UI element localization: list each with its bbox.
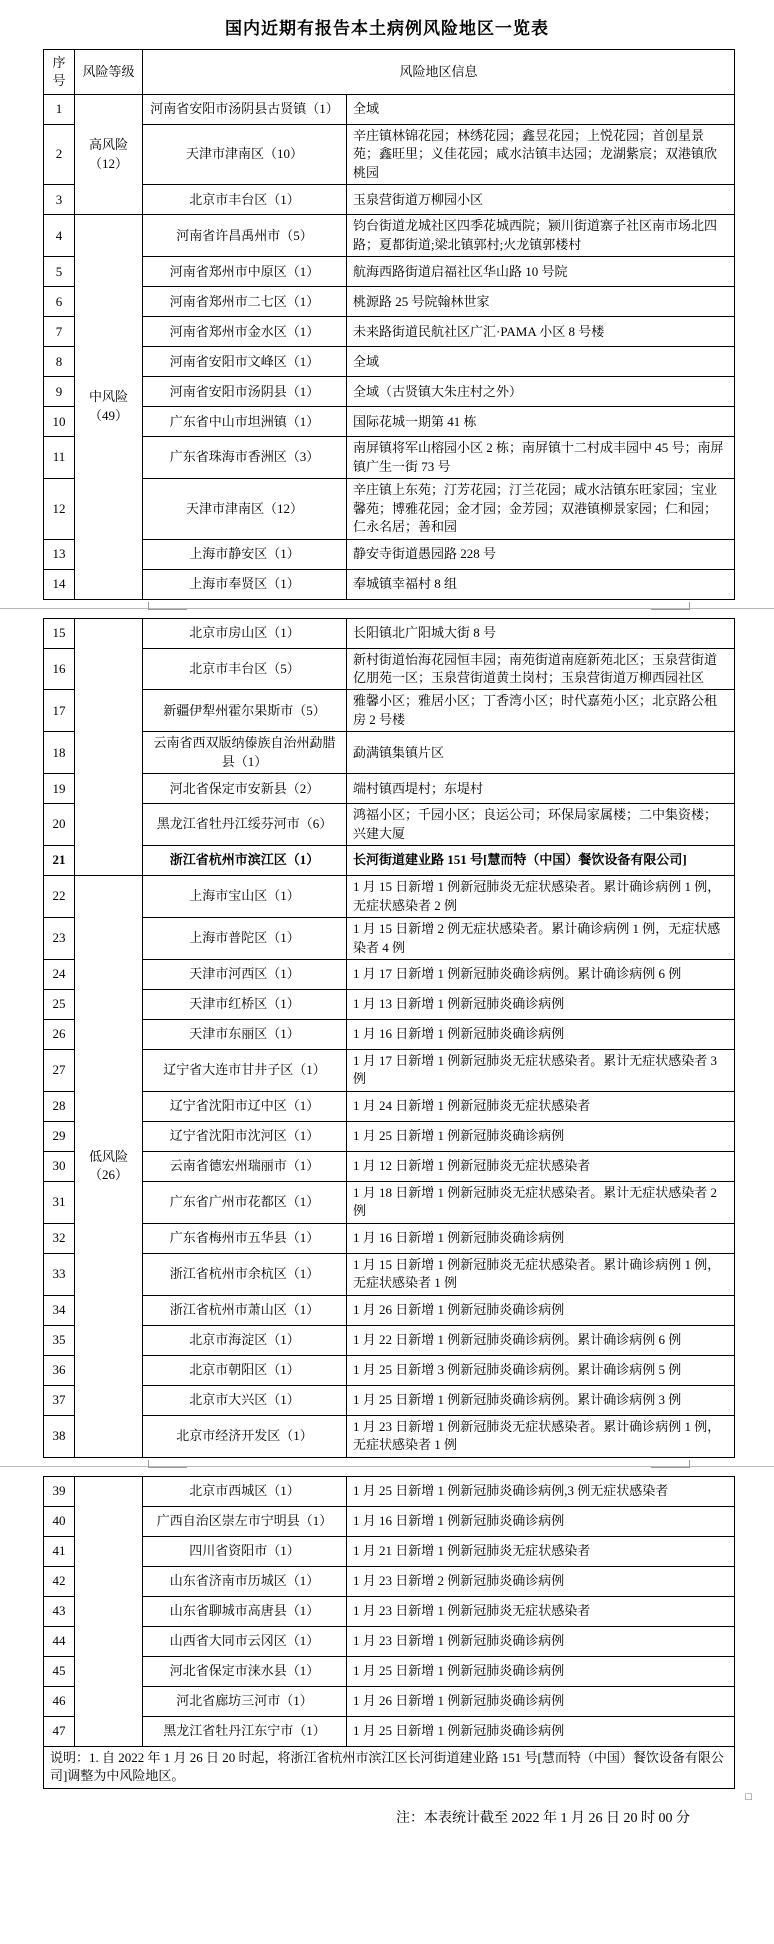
risk-area-location: 黑龙江省牡丹江东宁市（1） bbox=[143, 1716, 347, 1746]
risk-area-location: 天津市河西区（1） bbox=[143, 959, 347, 989]
risk-area-location: 河北省廊坊三河市（1） bbox=[143, 1686, 347, 1716]
risk-area-location: 云南省德宏州瑞丽市（1） bbox=[143, 1151, 347, 1181]
risk-area-detail: 长河街道建业路 151 号[慧而特（中国）餐饮设备有限公司] bbox=[347, 846, 735, 876]
risk-area-detail: 1 月 25 日新增 1 例新冠肺炎确诊病例,3 例无症状感染者 bbox=[347, 1476, 735, 1506]
risk-area-location: 广东省中山市坦洲镇（1） bbox=[143, 407, 347, 437]
row-number: 44 bbox=[44, 1626, 75, 1656]
row-number: 12 bbox=[44, 479, 75, 539]
risk-area-location: 山东省济南市历城区（1） bbox=[143, 1566, 347, 1596]
risk-area-location: 山东省聊城市高唐县（1） bbox=[143, 1596, 347, 1626]
row-number: 22 bbox=[44, 876, 75, 918]
page-break-tick-left bbox=[148, 602, 187, 610]
page-title: 国内近期有报告本土病例风险地区一览表 bbox=[225, 19, 549, 38]
page-break-tick-left bbox=[148, 1460, 187, 1468]
table-row bbox=[44, 185, 735, 215]
table-header-row bbox=[44, 50, 735, 95]
row-number: 41 bbox=[44, 1536, 75, 1566]
anchor-mark: □ bbox=[745, 1790, 752, 1803]
table-row bbox=[44, 317, 735, 347]
bottom-area bbox=[0, 1790, 774, 1827]
row-number: 43 bbox=[44, 1596, 75, 1626]
risk-area-location: 上海市奉贤区（1） bbox=[143, 569, 347, 599]
risk-area-location: 河南省郑州市中原区（1） bbox=[143, 257, 347, 287]
row-number: 31 bbox=[44, 1181, 75, 1223]
row-number: 38 bbox=[44, 1415, 75, 1457]
risk-area-detail: 端村镇西堤村；东堤村 bbox=[347, 774, 735, 804]
table-row bbox=[44, 1566, 735, 1596]
row-number: 37 bbox=[44, 1385, 75, 1415]
table-row bbox=[44, 539, 735, 569]
table-row bbox=[44, 1019, 735, 1049]
table-row bbox=[44, 1476, 735, 1506]
row-number: 39 bbox=[44, 1476, 75, 1506]
risk-area-detail: 1 月 26 日新增 1 例新冠肺炎确诊病例 bbox=[347, 1686, 735, 1716]
row-number: 11 bbox=[44, 437, 75, 479]
risk-area-detail: 1 月 25 日新增 1 例新冠肺炎确诊病例 bbox=[347, 1121, 735, 1151]
risk-area-location: 北京市西城区（1） bbox=[143, 1476, 347, 1506]
risk-area-location: 上海市宝山区（1） bbox=[143, 876, 347, 918]
table-row bbox=[44, 95, 735, 125]
row-number: 1 bbox=[44, 95, 75, 125]
header-risk-level: 风险等级 bbox=[75, 50, 143, 95]
risk-area-detail: 全域 bbox=[347, 347, 735, 377]
risk-area-detail: 1 月 23 日新增 1 例新冠肺炎确诊病例 bbox=[347, 1626, 735, 1656]
risk-area-location: 辽宁省大连市甘井子区（1） bbox=[143, 1049, 347, 1091]
risk-level-cell bbox=[75, 618, 143, 876]
row-number: 27 bbox=[44, 1049, 75, 1091]
table-row bbox=[44, 1049, 735, 1091]
risk-area-location: 上海市静安区（1） bbox=[143, 539, 347, 569]
table-row bbox=[44, 1253, 735, 1295]
table-row bbox=[44, 1181, 735, 1223]
table-row bbox=[44, 1385, 735, 1415]
risk-area-detail: 1 月 21 日新增 1 例新冠肺炎无症状感染者 bbox=[347, 1536, 735, 1566]
table-row bbox=[44, 1626, 735, 1656]
row-number: 40 bbox=[44, 1506, 75, 1536]
risk-area-detail: 全域 bbox=[347, 95, 735, 125]
risk-area-detail: 1 月 25 日新增 3 例新冠肺炎确诊病例。累计确诊病例 5 例 bbox=[347, 1355, 735, 1385]
row-number: 23 bbox=[44, 918, 75, 960]
table-row bbox=[44, 1656, 735, 1686]
risk-area-detail: 奉城镇幸福村 8 组 bbox=[347, 569, 735, 599]
row-number: 16 bbox=[44, 648, 75, 690]
row-number: 20 bbox=[44, 804, 75, 846]
page-break-tick-right bbox=[651, 1460, 690, 1468]
statistics-cutoff-note: 注：本表统计截至 2022 年 1 月 26 日 20 时 00 分 bbox=[396, 1810, 690, 1826]
risk-area-detail: 1 月 23 日新增 1 例新冠肺炎无症状感染者 bbox=[347, 1596, 735, 1626]
risk-area-location: 北京市房山区（1） bbox=[143, 618, 347, 648]
table-row bbox=[44, 215, 735, 257]
risk-area-detail: 新村街道怡海花园恒丰园；南苑街道南庭新苑北区；玉泉营街道亿朋苑一区；玉泉营街道黄土岗村；玉泉营街道万柳西园社区 bbox=[347, 648, 735, 690]
row-number: 46 bbox=[44, 1686, 75, 1716]
risk-area-detail: 1 月 16 日新增 1 例新冠肺炎确诊病例 bbox=[347, 1223, 735, 1253]
row-number: 6 bbox=[44, 287, 75, 317]
row-number: 35 bbox=[44, 1325, 75, 1355]
row-number: 18 bbox=[44, 732, 75, 774]
table-row bbox=[44, 1596, 735, 1626]
table-row bbox=[44, 1325, 735, 1355]
risk-area-location: 河南省安阳市汤阴县古贤镇（1） bbox=[143, 95, 347, 125]
row-number: 30 bbox=[44, 1151, 75, 1181]
row-number: 2 bbox=[44, 125, 75, 185]
risk-area-location: 河北省保定市涞水县（1） bbox=[143, 1656, 347, 1686]
risk-area-detail: 1 月 25 日新增 1 例新冠肺炎确诊病例 bbox=[347, 1716, 735, 1746]
row-number: 33 bbox=[44, 1253, 75, 1295]
table-row bbox=[44, 569, 735, 599]
header-seq: 序号 bbox=[44, 50, 75, 95]
risk-area-detail: 雅馨小区；雅居小区；丁香湾小区；时代嘉苑小区；北京路公租房 2 号楼 bbox=[347, 690, 735, 732]
risk-area-detail: 1 月 15 日新增 2 例无症状感染者。累计确诊病例 1 例，无症状感染者 4 例 bbox=[347, 918, 735, 960]
risk-area-location: 辽宁省沈阳市沈河区（1） bbox=[143, 1121, 347, 1151]
risk-area-detail: 钧台街道龙城社区四季花城西院；颍川街道寨子社区南市场北四路；夏都街道;梁北镇郭村;火龙镇郭楼村 bbox=[347, 215, 735, 257]
risk-area-location: 北京市朝阳区（1） bbox=[143, 1355, 347, 1385]
risk-area-location: 山西省大同市云冈区（1） bbox=[143, 1626, 347, 1656]
row-number: 28 bbox=[44, 1091, 75, 1121]
table-row bbox=[44, 1686, 735, 1716]
risk-area-detail: 辛庄镇林锦花园；林绣花园；鑫昱花园；上悦花园；首创星景苑；鑫旺里；义佳花园；咸水沽镇丰达园；龙湖紫宸；双港镇欣桃园 bbox=[347, 125, 735, 185]
risk-area-detail: 1 月 25 日新增 1 例新冠肺炎确诊病例 bbox=[347, 1656, 735, 1686]
risk-area-detail: 勐满镇集镇片区 bbox=[347, 732, 735, 774]
risk-area-location: 广东省广州市花都区（1） bbox=[143, 1181, 347, 1223]
page-break bbox=[0, 600, 774, 618]
table-footer-row bbox=[44, 1746, 735, 1788]
risk-level-cell: 低风险（26） bbox=[75, 876, 143, 1457]
row-number: 4 bbox=[44, 215, 75, 257]
row-number: 47 bbox=[44, 1716, 75, 1746]
risk-area-detail: 鸿福小区；千园小区；良运公司；环保局家属楼；二中集资楼；兴建大厦 bbox=[347, 804, 735, 846]
row-number: 26 bbox=[44, 1019, 75, 1049]
table-row bbox=[44, 918, 735, 960]
row-number: 29 bbox=[44, 1121, 75, 1151]
risk-area-detail: 长阳镇北广阳城大街 8 号 bbox=[347, 618, 735, 648]
risk-area-location: 北京市海淀区（1） bbox=[143, 1325, 347, 1355]
row-number: 17 bbox=[44, 690, 75, 732]
row-number: 36 bbox=[44, 1355, 75, 1385]
table-row bbox=[44, 648, 735, 690]
table-row bbox=[44, 804, 735, 846]
table-row bbox=[44, 1716, 735, 1746]
row-number: 14 bbox=[44, 569, 75, 599]
risk-area-location: 河南省安阳市汤阴县（1） bbox=[143, 377, 347, 407]
table-row bbox=[44, 959, 735, 989]
risk-area-detail: 辛庄镇上东苑；汀芳花园；汀兰花园；咸水沽镇东旺家园；宝业馨苑；博雅花园；金才园；金芳园；双港镇柳景家园；仁和园；仁永名居；善和园 bbox=[347, 479, 735, 539]
risk-area-detail: 1 月 13 日新增 1 例新冠肺炎确诊病例 bbox=[347, 989, 735, 1019]
document-body bbox=[0, 49, 774, 1789]
risk-area-detail: 静安寺街道愚园路 228 号 bbox=[347, 539, 735, 569]
row-number: 42 bbox=[44, 1566, 75, 1596]
risk-area-location: 北京市丰台区（5） bbox=[143, 648, 347, 690]
risk-area-detail: 航海西路街道启福社区华山路 10 号院 bbox=[347, 257, 735, 287]
table-row bbox=[44, 1506, 735, 1536]
risk-area-detail: 国际花城一期第 41 栋 bbox=[347, 407, 735, 437]
row-number: 32 bbox=[44, 1223, 75, 1253]
row-number: 21 bbox=[44, 846, 75, 876]
row-number: 24 bbox=[44, 959, 75, 989]
table-row bbox=[44, 287, 735, 317]
risk-area-location: 河南省郑州市金水区（1） bbox=[143, 317, 347, 347]
risk-level-cell: 高风险（12） bbox=[75, 95, 143, 215]
risk-area-location: 新疆伊犁州霍尔果斯市（5） bbox=[143, 690, 347, 732]
table-row bbox=[44, 1091, 735, 1121]
risk-area-location: 广东省梅州市五华县（1） bbox=[143, 1223, 347, 1253]
table-row bbox=[44, 257, 735, 287]
table-row bbox=[44, 377, 735, 407]
risk-area-location: 上海市普陀区（1） bbox=[143, 918, 347, 960]
risk-area-table bbox=[43, 49, 735, 600]
table-row bbox=[44, 690, 735, 732]
row-number: 10 bbox=[44, 407, 75, 437]
risk-area-detail: 1 月 15 日新增 1 例新冠肺炎无症状感染者。累计确诊病例 1 例，无症状感染者 1 例 bbox=[347, 1253, 735, 1295]
risk-area-location: 河南省安阳市文峰区（1） bbox=[143, 347, 347, 377]
risk-area-location: 浙江省杭州市萧山区（1） bbox=[143, 1295, 347, 1325]
table-row bbox=[44, 1295, 735, 1325]
table-row bbox=[44, 347, 735, 377]
table-row bbox=[44, 1121, 735, 1151]
risk-area-location: 天津市津南区（10） bbox=[143, 125, 347, 185]
row-number: 8 bbox=[44, 347, 75, 377]
explanation-note: 说明：1. 自 2022 年 1 月 26 日 20 时起，将浙江省杭州市滨江区长河街道建业路 151 号[慧而特（中国）餐饮设备有限公司]调整为中风险地区。 bbox=[44, 1746, 735, 1788]
risk-level-cell bbox=[75, 1476, 143, 1746]
risk-area-location: 四川省资阳市（1） bbox=[143, 1536, 347, 1566]
risk-area-detail: 1 月 12 日新增 1 例新冠肺炎无症状感染者 bbox=[347, 1151, 735, 1181]
risk-area-location: 浙江省杭州市滨江区（1） bbox=[143, 846, 347, 876]
risk-area-detail: 1 月 26 日新增 1 例新冠肺炎确诊病例 bbox=[347, 1295, 735, 1325]
page-break bbox=[0, 1458, 774, 1476]
risk-area-detail: 1 月 25 日新增 1 例新冠肺炎确诊病例。累计确诊病例 3 例 bbox=[347, 1385, 735, 1415]
risk-area-detail: 1 月 16 日新增 1 例新冠肺炎确诊病例 bbox=[347, 1506, 735, 1536]
risk-area-detail: 1 月 15 日新增 1 例新冠肺炎无症状感染者。累计确诊病例 1 例，无症状感染者 2 例 bbox=[347, 876, 735, 918]
page-break-tick-right bbox=[651, 602, 690, 610]
table-row bbox=[44, 618, 735, 648]
risk-area-location: 浙江省杭州市余杭区（1） bbox=[143, 1253, 347, 1295]
table-row bbox=[44, 732, 735, 774]
table-row bbox=[44, 1151, 735, 1181]
risk-area-table bbox=[43, 618, 735, 1458]
risk-area-detail: 玉泉营街道万柳园小区 bbox=[347, 185, 735, 215]
risk-area-detail: 1 月 17 日新增 1 例新冠肺炎无症状感染者。累计无症状感染者 3 例 bbox=[347, 1049, 735, 1091]
risk-level-cell: 中风险（49） bbox=[75, 215, 143, 599]
risk-area-location: 广西自治区崇左市宁明县（1） bbox=[143, 1506, 347, 1536]
header-risk-area-info: 风险地区信息 bbox=[143, 50, 735, 95]
risk-area-detail: 1 月 24 日新增 1 例新冠肺炎无症状感染者 bbox=[347, 1091, 735, 1121]
risk-area-location: 北京市大兴区（1） bbox=[143, 1385, 347, 1415]
table-row bbox=[44, 125, 735, 185]
row-number: 3 bbox=[44, 185, 75, 215]
risk-area-location: 辽宁省沈阳市辽中区（1） bbox=[143, 1091, 347, 1121]
risk-area-location: 北京市经济开发区（1） bbox=[143, 1415, 347, 1457]
table-row bbox=[44, 1415, 735, 1457]
table-row bbox=[44, 407, 735, 437]
risk-area-detail: 1 月 23 日新增 2 例新冠肺炎确诊病例 bbox=[347, 1566, 735, 1596]
table-row bbox=[44, 846, 735, 876]
risk-area-detail: 未来路街道民航社区广汇·PAMA 小区 8 号楼 bbox=[347, 317, 735, 347]
row-number: 19 bbox=[44, 774, 75, 804]
row-number: 13 bbox=[44, 539, 75, 569]
table-row bbox=[44, 479, 735, 539]
risk-area-location: 河南省许昌禹州市（5） bbox=[143, 215, 347, 257]
risk-area-location: 天津市红桥区（1） bbox=[143, 989, 347, 1019]
row-number: 25 bbox=[44, 989, 75, 1019]
row-number: 15 bbox=[44, 618, 75, 648]
risk-area-detail: 桃源路 25 号院翰林世家 bbox=[347, 287, 735, 317]
risk-area-detail: 1 月 16 日新增 1 例新冠肺炎确诊病例 bbox=[347, 1019, 735, 1049]
row-number: 45 bbox=[44, 1656, 75, 1686]
table-row bbox=[44, 774, 735, 804]
risk-area-table bbox=[43, 1476, 735, 1789]
row-number: 7 bbox=[44, 317, 75, 347]
table-row bbox=[44, 437, 735, 479]
row-number: 5 bbox=[44, 257, 75, 287]
table-row bbox=[44, 989, 735, 1019]
risk-area-detail: 1 月 22 日新增 1 例新冠肺炎确诊病例。累计确诊病例 6 例 bbox=[347, 1325, 735, 1355]
risk-area-detail: 1 月 18 日新增 1 例新冠肺炎无症状感染者。累计无症状感染者 2 例 bbox=[347, 1181, 735, 1223]
risk-area-location: 天津市东丽区（1） bbox=[143, 1019, 347, 1049]
risk-area-location: 天津市津南区（12） bbox=[143, 479, 347, 539]
risk-area-detail: 1 月 23 日新增 1 例新冠肺炎无症状感染者。累计确诊病例 1 例，无症状感染者 1 例 bbox=[347, 1415, 735, 1457]
table-row bbox=[44, 1536, 735, 1566]
risk-area-location: 河北省保定市安新县（2） bbox=[143, 774, 347, 804]
risk-area-location: 河南省郑州市二七区（1） bbox=[143, 287, 347, 317]
table-row bbox=[44, 1355, 735, 1385]
table-row bbox=[44, 876, 735, 918]
risk-area-location: 北京市丰台区（1） bbox=[143, 185, 347, 215]
risk-area-detail: 1 月 17 日新增 1 例新冠肺炎确诊病例。累计确诊病例 6 例 bbox=[347, 959, 735, 989]
risk-area-location: 广东省珠海市香洲区（3） bbox=[143, 437, 347, 479]
table-row bbox=[44, 1223, 735, 1253]
risk-area-location: 云南省西双版纳傣族自治州勐腊县（1） bbox=[143, 732, 347, 774]
row-number: 9 bbox=[44, 377, 75, 407]
risk-area-detail: 南屏镇将军山榕园小区 2 栋；南屏镇十二村成丰园中 45 号；南屏镇广生一街 73 号 bbox=[347, 437, 735, 479]
risk-area-location: 黑龙江省牡丹江绥芬河市（6） bbox=[143, 804, 347, 846]
risk-area-detail: 全域（古贤镇大朱庄村之外） bbox=[347, 377, 735, 407]
row-number: 34 bbox=[44, 1295, 75, 1325]
